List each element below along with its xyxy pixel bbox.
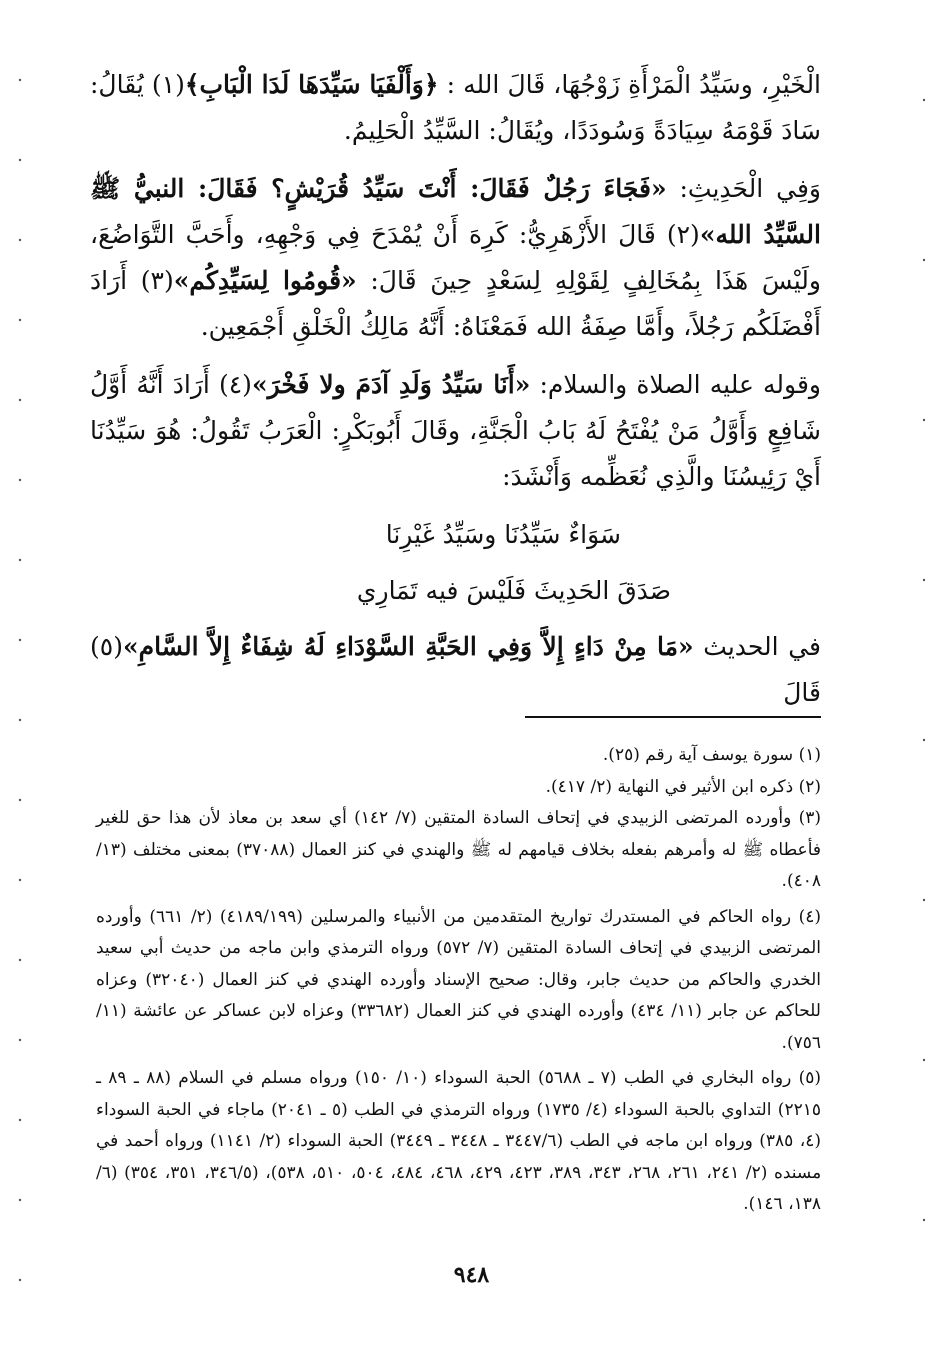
text-run: في الحديث bbox=[693, 632, 821, 661]
text-run: وقوله عليه الصلاة والسلام: bbox=[530, 370, 821, 399]
main-text bbox=[90, 62, 821, 728]
footnote-4: (٤) رواه الحاكم في المستدرك تواريخ المتقدمين من الأنبياء والمرسلين (٤١٨٩/١٩٩) (٢/ ٦٦١) وأورده المرتضى الزبيدي في إتحاف السادة المتقين (٧/ ٥٧٢) ورواه الترمذي وابن ماجه من حديث أبي سعيد الخدري والحاكم من حديث جابر، وقال: صحيح الإسناد وأورده الهندي في كنز العمال (٣٢٠٤٠) وعزاه للحاكم عن جابر (١١/ ٤٣٤) وأورده الهندي في كنز العمال (٣٣٦٨٢) وعزاه لابن عساكر عن عائشة (١١/ ٧٥٦). bbox=[96, 906, 822, 1053]
hadith-quote: «قُومُوا لِسَيِّدِكُم» bbox=[173, 266, 357, 295]
text-run: (١) يُقَالُ: سَادَ قَوْمَهُ سِيَادَةً وَسُودَدًا، ويُقَالُ: السَّيِّدُ الْحَلِيمُ. bbox=[90, 70, 821, 145]
hadith-quote: «فَجَاءَ رَجُلٌ فَقَالَ: أَنْتَ سَيِّدُ قُرَيْشٍ؟ فَقَالَ: النبيُّ ﷺ السَّيِّدُ الله» bbox=[90, 174, 821, 249]
page-number: ٩٤٨ bbox=[453, 1262, 490, 1288]
footnote-3: (٣) وأورده المرتضى الزبيدي في إتحاف السادة المتقين (٧/ ١٤٢) أي سعد بن معاذ لأن هذا حق للغير فأعطاه ﷺ له وأمرهم بفعله بخلاف قيامهم له ﷺ والهندي في كنز العمال (٣٧٠٨٨) بمعنى مختلف (١٣/ ٤٠٨). bbox=[96, 808, 821, 891]
text-run: الْخَيْرِ، وسَيِّدُ الْمَرْأَةِ زَوْجُهَا، قَالَ الله : bbox=[438, 70, 822, 99]
verse-line-1: سَوَاءٌ سَيِّدُنَا وسَيِّدُ غَيْرِنَا bbox=[385, 520, 621, 549]
text-run: (٢) قَالَ الأَزْهَرِيُّ: كَرِهَ أَنْ يُمْدَحَ فِي وَجْهِهِ، وأَحَبَّ التَّوَاضُعَ، ولَيْسَ هَذَا بِمُخَالِفٍ لِقَوْلِهِ لِسَعْدٍ حِينَ قَالَ: bbox=[90, 220, 821, 295]
text-run: وَفِي الْحَدِيثِ: bbox=[666, 174, 821, 203]
footnote-2: (٢) ذكره ابن الأثير في النهاية (٢/ ٤١٧). bbox=[545, 776, 821, 797]
quran-quote: ﴿وَأَلْفَيَا سَيِّدَهَا لَدَا الْبَابِ﴾ bbox=[184, 70, 439, 99]
footnote-5: (٥) رواه البخاري في الطب (٧ ـ ٥٦٨٨) الحبة السوداء (١٠/ ١٥٠) ورواه مسلم في السلام (٨٨ ـ ٨٩ ـ ٢٢١٥) التداوي بالحبة السوداء (٤/ ١٧٣٥) ورواه الترمذي في الطب (٥ ـ ٢٠٤١) ماجاء في الحبة السوداء (٤، ٣٨٥) ورواه ابن ماجه في الطب (٣٤٤٧/٦ ـ ٣٤٤٨ ـ ٣٤٤٩) الحبة السوداء (٢/ ١١٤١) ورواه أحمد في مسنده (٢/ ٢٤١، ٢٦١، ٢٦٨، ٣٤٣، ٣٨٩، ٤٢٣، ٤٢٩، ٤٦٨، ٤٨٤، ٥٠٤، ٥١٠، ٥٣٨)، (٣٤٦/٥، ٣٥١، ٣٥٤) (٦/ ١٣٨، ١٤٦). bbox=[96, 1068, 822, 1214]
footnote-1: (١) سورة يوسف آية رقم (٢٥). bbox=[602, 745, 821, 765]
verse-line-2: صَدَقَ الحَدِيثَ فَلَيْسَ فيه تَمَارِي bbox=[356, 576, 671, 605]
paragraph-3 bbox=[90, 362, 821, 500]
text-run: (٥) قَالَ bbox=[90, 632, 821, 707]
footnote-separator bbox=[525, 716, 821, 718]
hadith-quote: «أَنَا سَيِّدُ وَلَدِ آدَمَ ولا فَخْرَ» bbox=[251, 370, 531, 399]
paragraph-1 bbox=[90, 62, 821, 154]
text-run: (٤) أَرَادَ أَنَّهُ أَوَّلُ شَافِعٍ وَأَوَّلُ مَنْ يُفْتَحُ لَهُ بَابُ الْجَنَّةِ، وقَالَ أَبُوبَكْرٍ: الْعَرَبُ تَقُولُ: هُوَ سَيِّدُنَا أَيْ رَئِيسُنَا والَّذِي نُعَظِّمه وَأَنْشَدَ: bbox=[90, 370, 821, 491]
paragraph-4 bbox=[90, 624, 821, 716]
footnotes bbox=[96, 740, 821, 1221]
text-run: (٣) أَرَادَ أَفْضَلَكُم رَجُلاً، وأَمَّا صِفَةُ الله فَمَعْنَاهُ: أَنَّهُ مَالِكُ الْخَلْقِ أَجْمَعِين. bbox=[90, 266, 821, 341]
paragraph-2 bbox=[90, 166, 821, 350]
hadith-quote: «مَا مِنْ دَاءٍ إِلاَّ وَفِي الحَبَّةِ السَّوْدَاءِ لَهُ شِفَاءٌ إِلاَّ السَّامِ» bbox=[122, 632, 694, 661]
